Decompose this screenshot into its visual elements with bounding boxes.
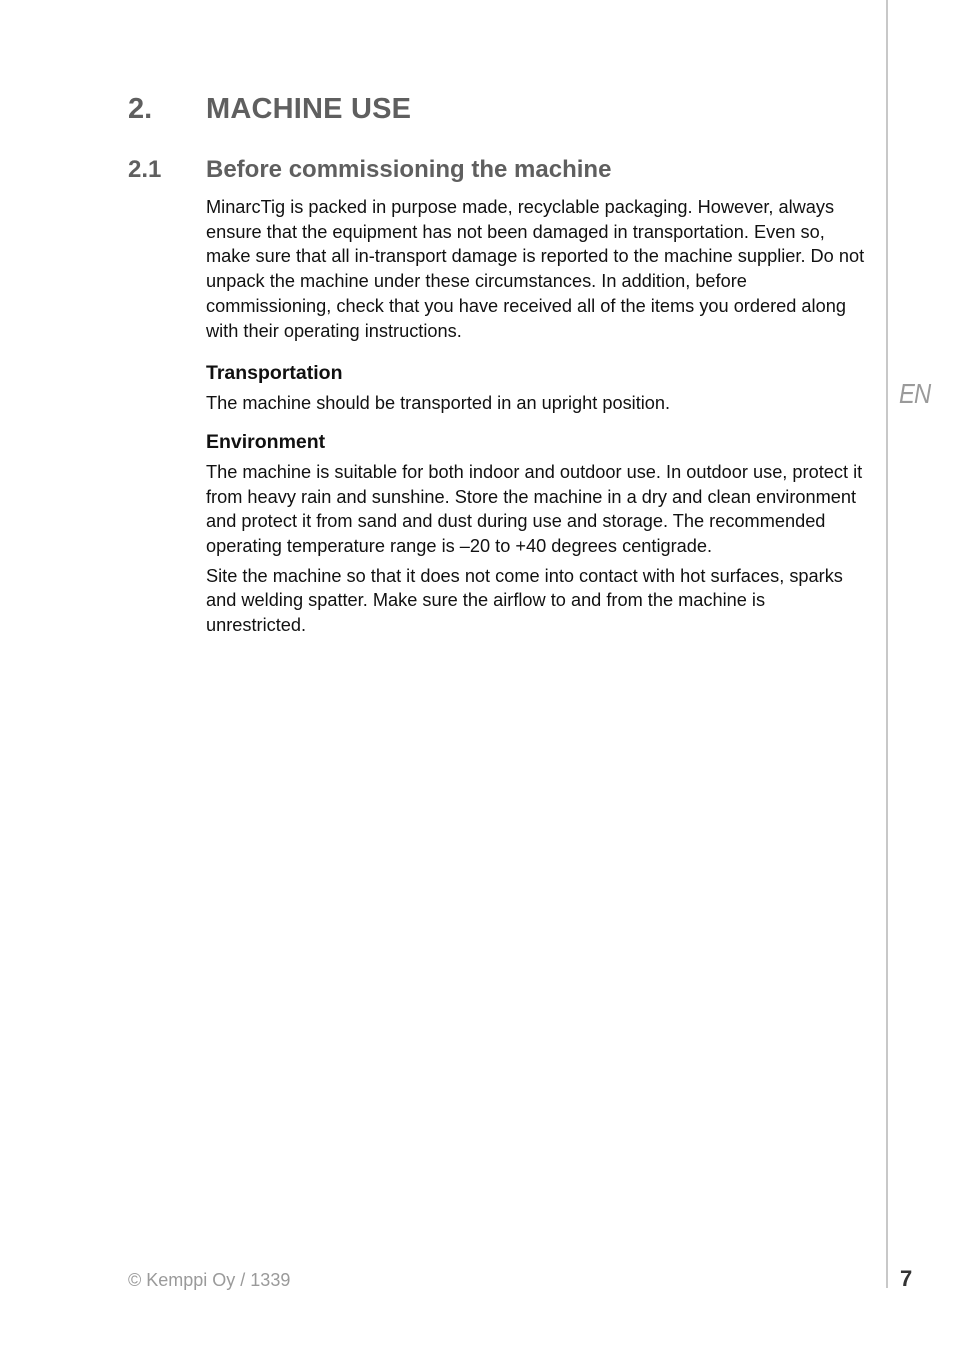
section-body — [206, 195, 866, 638]
transportation-heading: Transportation — [206, 362, 343, 385]
section-number: 2.1 — [128, 156, 162, 183]
chapter-title: MACHINE USE — [206, 93, 412, 125]
page-number: 7 — [900, 1266, 913, 1291]
section-title: Before commissioning the machine — [206, 156, 612, 183]
chapter-number: 2. — [128, 93, 153, 125]
transportation-paragraph: The machine should be transported in an upright position. — [206, 393, 671, 414]
intro-paragraph: MinarcTig is packed in purpose made, recyclable packaging. However, always ensure that the equipment has not been damaged in transportation. Even so, make sure that all in-transport damage is reported to the machine supplier. Do not unpack the machine under these circumstances. In addition, before commissioning, check that you have received all of the items you ordered along with their operating instructions. — [206, 197, 865, 341]
side-divider — [886, 0, 888, 1288]
footer-copyright: © Kemppi Oy / 1339 — [128, 1270, 291, 1290]
environment-paragraph-2: Site the machine so that it does not come into contact with hot surfaces, sparks and welding spatter. Make sure the airflow to and from the machine is unrestricted. — [206, 565, 843, 636]
environment-paragraph-1: The machine is suitable for both indoor and outdoor use. In outdoor use, protect it from heavy rain and sunshine. Store the machine in a dry and clean environment and protect it from sand and dust during use and storage. The recommended operating temperature range is –20 to +40 degrees centigrade. — [206, 461, 863, 557]
language-tab: EN — [899, 378, 931, 409]
environment-heading: Environment — [206, 430, 326, 453]
